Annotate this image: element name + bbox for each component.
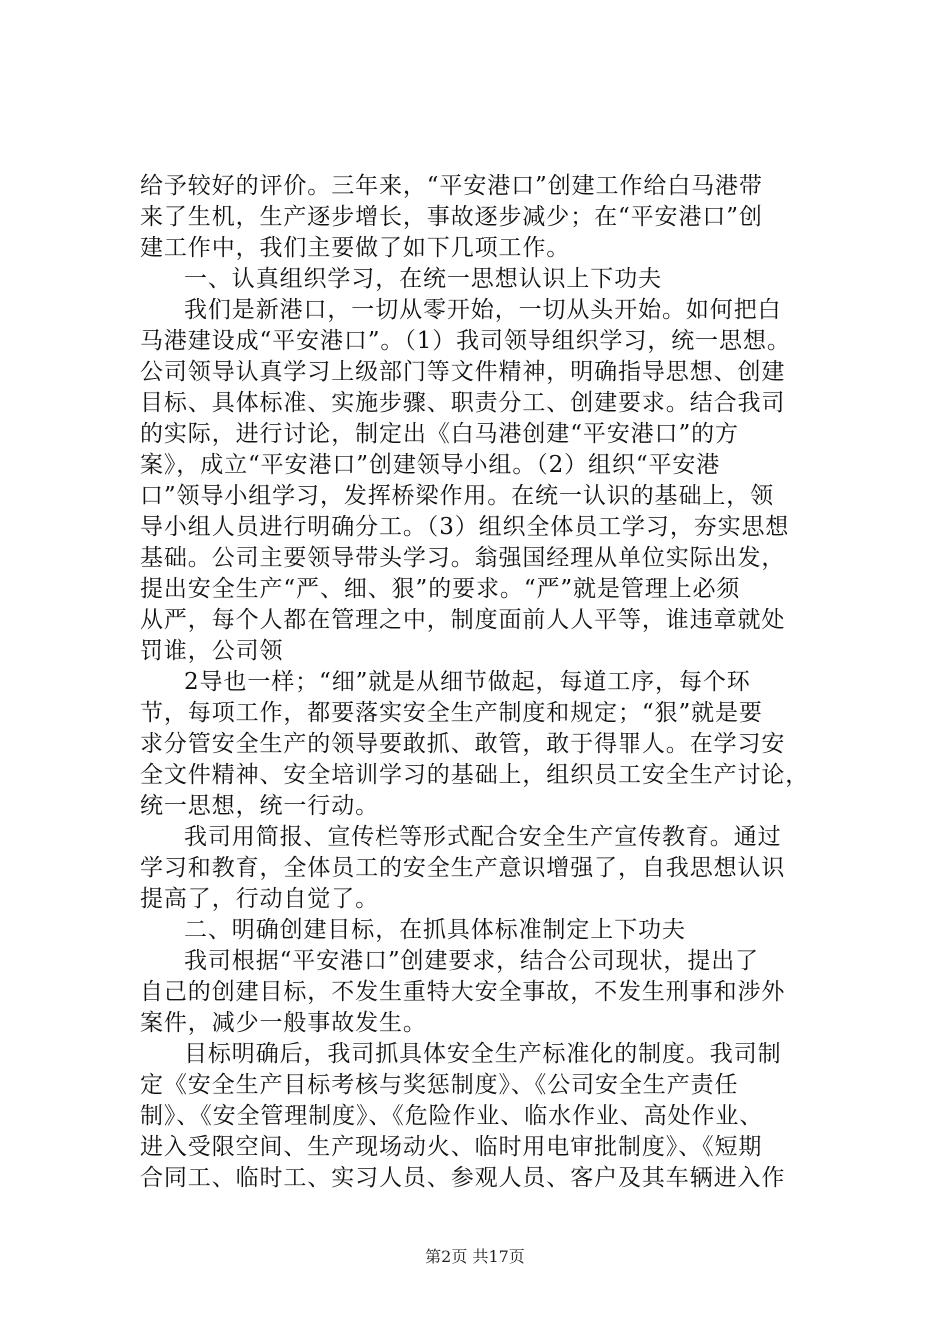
text-line: 目标明确后，我司抓具体安全生产标准化的制度。我司制	[184, 1041, 782, 1067]
text-line: 案》，成立“平安港口”创建领导小组。（2）组织“平安港	[140, 452, 721, 478]
text-line: 学习和教育，全体员工的安全生产意识增强了，自我思想认识	[140, 855, 786, 881]
text-line: 二、明确创建目标，在抓具体标准制定上下功夫	[184, 917, 686, 943]
text-line: 制》、《安全管理制度》、《危险作业、临水作业、高处作业、	[140, 1103, 764, 1129]
page-number-footer: 第2页 共17页	[425, 1247, 525, 1266]
text-line: 自己的创建目标，不发生重特大安全事故，不发生刑事和涉外	[140, 979, 786, 1005]
text-line: 目标、具体标准、实施步骤、职责分工、创建要求。结合我司	[140, 390, 786, 416]
text-line: 求分管安全生产的领导要敢抓、敢管，敢于得罪人。在学习安	[140, 731, 786, 757]
text-line: 我司用简报、宣传栏等形式配合安全生产宣传教育。通过	[184, 824, 782, 850]
text-line: 给予较好的评价。三年来，“平安港口”创建工作给白马港带	[140, 173, 763, 199]
text-line: 从严，每个人都在管理之中，制度面前人人平等，谁违章就处	[140, 607, 786, 633]
text-line: 一、认真组织学习，在统一思想认识上下功夫	[184, 266, 662, 292]
text-line: 进入受限空间、生产现场动火、临时用电审批制度》、《短期	[140, 1134, 763, 1160]
text-line: 口”领导小组学习，发挥桥梁作用。在统一认识的基础上，领	[140, 483, 775, 509]
text-line: 导小组人员进行明确分工。（3）组织全体员工学习，夯实思想	[140, 514, 790, 540]
text-line: 建工作中，我们主要做了如下几项工作。	[140, 235, 571, 261]
text-line: 合同工、临时工、实习人员、参观人员、客户及其车辆进入作	[140, 1165, 786, 1191]
text-line: 的实际，进行讨论，制定出《白马港创建“平安港口”的方	[140, 421, 739, 447]
text-line: 2导也一样；“细”就是从细节做起，每道工序，每个环	[184, 669, 751, 695]
text-line: 罚谁，公司领	[140, 638, 284, 664]
text-line: 来了生机，生产逐步增长，事故逐步减少；在“平安港口”创	[140, 204, 763, 230]
text-line: 提高了，行动自觉了。	[140, 886, 379, 912]
text-line: 我司根据“平安港口”创建要求，结合公司现状，提出了	[184, 948, 760, 974]
text-line: 统一思想，统一行动。	[140, 793, 379, 819]
document-body	[140, 171, 830, 1194]
text-line: 我们是新港口，一切从零开始，一切从头开始。如何把白	[184, 297, 782, 323]
text-line: 定《安全生产目标考核与奖惩制度》、《公司安全生产责任	[140, 1072, 739, 1098]
text-line: 全文件精神、安全培训学习的基础上，组织员工安全生产讨论，	[140, 762, 810, 788]
text-line: 马港建设成“平安港口”。（1）我司领导组织学习，统一思想。	[140, 328, 791, 354]
text-line: 节，每项工作，都要落实安全生产制度和规定；“狠”就是要	[140, 700, 763, 726]
text-line: 提出安全生产“严、细、狠”的要求。“严”就是管理上必须	[140, 576, 741, 602]
text-line: 公司领导认真学习上级部门等文件精神，明确指导思想、创建	[140, 359, 786, 385]
text-line: 案件，减少一般事故发生。	[140, 1010, 427, 1036]
text-line: 基础。公司主要领导带头学习。翁强国经理从单位实际出发，	[140, 545, 786, 571]
